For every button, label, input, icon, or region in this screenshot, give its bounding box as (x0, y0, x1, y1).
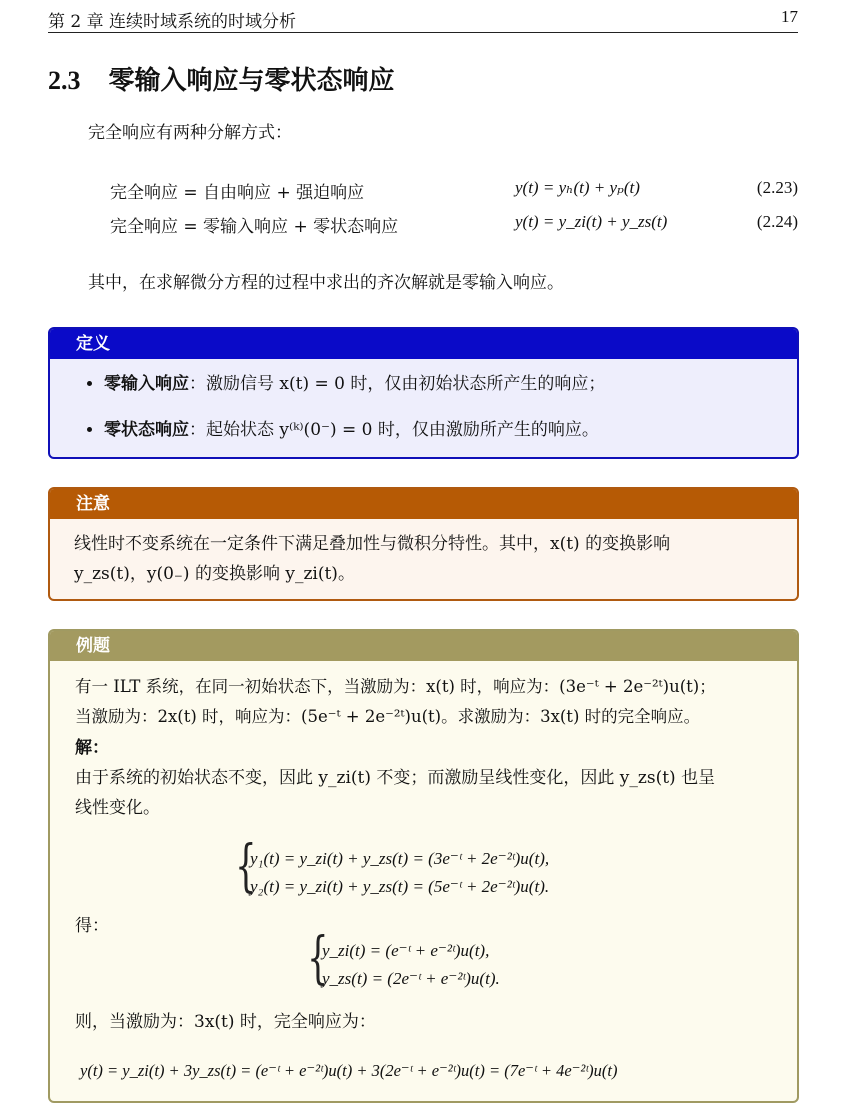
note-box-body (50, 519, 797, 595)
system-equation: y_zs(t) = (2e⁻ᵗ + e⁻²ᵗ)u(t). (322, 969, 500, 988)
definition-text: ：起始状态 y⁽ᵏ⁾(0⁻) = 0 时，仅由激励所产生的响应。 (189, 420, 599, 440)
equation-lhs: 完全响应 = 零输入响应 + 零状态响应 (110, 217, 399, 237)
running-header (48, 6, 798, 33)
chapter-title: 第 2 章 连续时域系统的时域分析 (48, 12, 297, 32)
system-equation: y₂(t) = y_zi(t) + y_zs(t) = (5e⁻ᵗ + 2e⁻²ᵗ)u(t). (250, 877, 550, 896)
note-box (48, 487, 799, 601)
system-lines (250, 845, 549, 901)
list-item (104, 415, 773, 445)
solution-line: 线性变化。 (75, 798, 160, 818)
final-equation: y(t) = y_zi(t) + 3y_zs(t) = (e⁻ᵗ + e⁻²ᵗ)u(t) + 3(2e⁻ᵗ + e⁻²ᵗ)u(t) = (7e⁻ᵗ + 4e⁻²ᵗ)u(t) (80, 1061, 618, 1080)
problem-line: 有一 ILT 系统，在同一初始状态下，当激励为：x(t) 时，响应为：(3e⁻ᵗ + 2e⁻²ᵗ)u(t)； (75, 677, 716, 696)
left-brace: { (307, 926, 329, 991)
definition-box-title: 定义 (50, 329, 797, 359)
intro-paragraph: 完全响应有两种分解方式： (88, 123, 292, 143)
solution-label: 解： (75, 738, 109, 758)
example-box-title: 例题 (50, 631, 797, 661)
system-lines (322, 937, 500, 993)
definition-box-body (50, 359, 797, 459)
section-heading (48, 60, 395, 97)
then-line: 则，当激励为：3x(t) 时，完全响应为： (75, 1012, 376, 1032)
definition-text: ：激励信号 x(t) = 0 时，仅由初始状态所产生的响应； (189, 374, 606, 394)
note-box-title: 注意 (50, 489, 797, 519)
note-line: 线性时不变系统在一定条件下满足叠加性与微积分特性。其中，x(t) 的变换影响 (74, 534, 671, 554)
equation-lhs: 完全响应 = 自由响应 + 强迫响应 (110, 183, 365, 203)
equation-row (110, 174, 798, 204)
equation-system (228, 834, 648, 903)
problem-line: 当激励为：2x(t) 时，响应为：(5e⁻ᵗ + 2e⁻²ᵗ)u(t)。求激励为：3x(t) 时的完全响应。 (75, 707, 701, 726)
equation-number: (2.23) (756, 178, 798, 197)
definition-list (74, 369, 773, 445)
definition-term: 零输入响应 (104, 374, 189, 394)
equation-rhs: y(t) = y_zi(t) + y_zs(t) (515, 212, 668, 231)
note-line: y_zs(t)，y(0₋) 的变换影响 y_zi(t)。 (74, 564, 355, 584)
equation-number: (2.24) (756, 212, 798, 231)
section-number: 2.3 (48, 66, 81, 95)
example-box (48, 629, 799, 1103)
equation-system (300, 926, 600, 995)
equation-row (110, 208, 798, 238)
section-title: 零输入响应与零状态响应 (108, 66, 395, 96)
system-equation: y_zi(t) = (e⁻ᵗ + e⁻²ᵗ)u(t), (322, 941, 490, 960)
left-brace: { (235, 834, 257, 899)
system-equation: y₁(t) = y_zi(t) + y_zs(t) = (3e⁻ᵗ + 2e⁻²ᵗ)u(t), (250, 849, 550, 868)
solution-line: 由于系统的初始状态不变，因此 y_zi(t) 不变；而激励呈线性变化，因此 y_zs(t) 也呈 (75, 768, 716, 788)
definition-term: 零状态响应 (104, 420, 189, 440)
list-item (104, 369, 773, 399)
get-label: 得： (75, 916, 109, 936)
page-number: 17 (781, 7, 798, 26)
after-equation-paragraph: 其中，在求解微分方程的过程中求出的齐次解就是零输入响应。 (88, 273, 564, 293)
definition-box (48, 327, 799, 459)
equation-rhs: y(t) = yₕ(t) + yₚ(t) (515, 178, 640, 197)
